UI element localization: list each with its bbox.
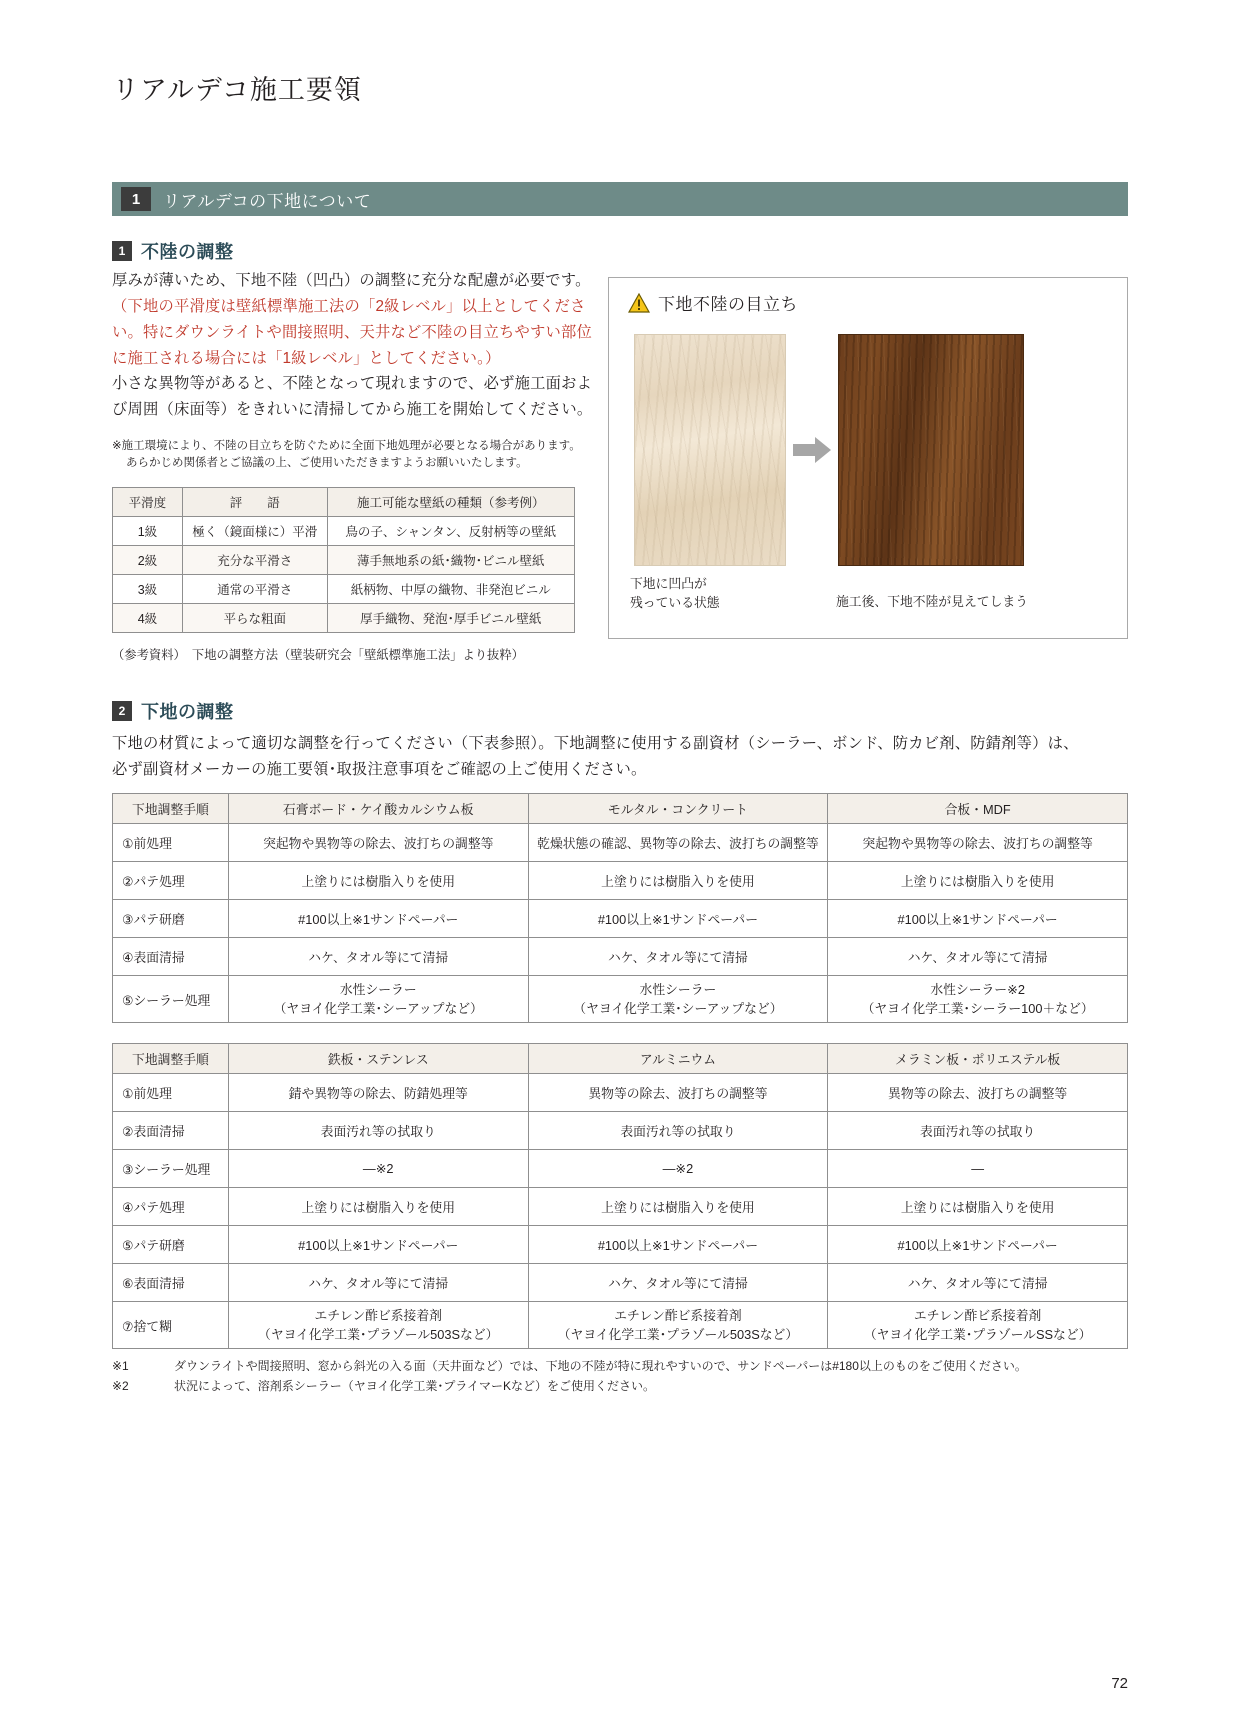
cell-value: 表面汚れ等の拭取り <box>528 1112 828 1150</box>
th-applicable: 施工可能な壁紙の種類（参考例） <box>327 488 574 517</box>
warning-icon <box>628 293 650 313</box>
th-mortar: モルタル・コンクリート <box>528 794 828 824</box>
table-row <box>113 1188 1128 1226</box>
table-row <box>113 862 1128 900</box>
th-step: 下地調整手順 <box>113 794 229 824</box>
photo-after-installation <box>838 334 1024 566</box>
cell-value: 表面汚れ等の拭取り <box>228 1112 528 1150</box>
cell-value: —※2 <box>228 1150 528 1188</box>
cell-value: —※2 <box>528 1150 828 1188</box>
cell-value: ハケ、タオル等にて清掃 <box>228 1264 528 1302</box>
cell-value: 上塗りには樹脂入りを使用 <box>528 862 828 900</box>
table-row <box>113 517 575 546</box>
cell-value: 乾燥状態の確認、異物等の除去、波打ちの調整等 <box>528 824 828 862</box>
footnote-2 <box>112 1376 1027 1396</box>
paragraph-1: 厚みが薄いため、下地不陸（凹凸）の調整に充分な配慮が必要です。 <box>112 272 591 289</box>
cell-value: 水性シーラー （ヤヨイ化学工業･シーアップなど） <box>228 976 528 1023</box>
cell-value: #100以上※1サンドペーパー <box>528 1226 828 1264</box>
cell-value: 上塗りには樹脂入りを使用 <box>828 1188 1128 1226</box>
cell-value: #100以上※1サンドペーパー <box>828 900 1128 938</box>
cell-value: 異物等の除去、波打ちの調整等 <box>528 1074 828 1112</box>
table-row <box>113 1150 1128 1188</box>
table-row <box>113 604 575 633</box>
cell-value: 突起物や異物等の除去、波打ちの調整等 <box>228 824 528 862</box>
paragraph-4: 必ず副資材メーカーの施工要領･取扱注意事項をご確認の上ご使用ください。 <box>112 761 647 778</box>
table-row <box>113 1226 1128 1264</box>
table-row <box>113 1302 1128 1349</box>
panel-title <box>628 290 798 315</box>
cell-step: ④表面清掃 <box>113 938 229 976</box>
cell-value: ハケ、タオル等にて清掃 <box>528 938 828 976</box>
footnote-text-2: 状況によって、溶剤系シーラー（ヤヨイ化学工業･プライマーKなど）をご使用ください。 <box>174 1379 656 1393</box>
table-row <box>113 575 575 604</box>
cell-eval: 極く（鏡面様に）平滑 <box>182 517 327 546</box>
cell-value: ハケ、タオル等にて清掃 <box>228 938 528 976</box>
cell-eval: 通常の平滑さ <box>182 575 327 604</box>
cell-applicable: 紙柄物、中厚の織物、非発泡ビニル <box>327 575 574 604</box>
table-row <box>113 824 1128 862</box>
th-grade: 平滑度 <box>113 488 183 517</box>
panel-title-text: 下地不陸の目立ち <box>658 295 798 314</box>
cell-value: #100以上※1サンドペーパー <box>228 1226 528 1264</box>
cell-step: ②パテ処理 <box>113 862 229 900</box>
section-title: リアルデコの下地について <box>163 191 372 211</box>
note-line-1: ※施工環境により、不陸の目立ちを防ぐために全面下地処理が必要となる場合があります。 <box>112 440 581 452</box>
cell-value: エチレン酢ビ系接着剤 （ヤヨイ化学工業･プラゾール503Sなど） <box>228 1302 528 1349</box>
subsection-number-badge-2: 2 <box>112 701 132 721</box>
cell-value: 突起物や異物等の除去、波打ちの調整等 <box>828 824 1128 862</box>
smoothness-table <box>112 487 575 633</box>
cell-step: ⑤シーラー処理 <box>113 976 229 1023</box>
cell-step: ③パテ研磨 <box>113 900 229 938</box>
cell-value: 上塗りには樹脂入りを使用 <box>528 1188 828 1226</box>
footnote-mark-2: ※2 <box>112 1379 129 1393</box>
cell-step: ②表面清掃 <box>113 1112 229 1150</box>
th-steel: 鉄板・ステンレス <box>228 1044 528 1074</box>
cell-step: ⑥表面清掃 <box>113 1264 229 1302</box>
cell-value: #100以上※1サンドペーパー <box>228 900 528 938</box>
table-row <box>113 938 1128 976</box>
cell-value: エチレン酢ビ系接着剤 （ヤヨイ化学工業･プラゾールSSなど） <box>828 1302 1128 1349</box>
caption-left <box>630 574 720 612</box>
cell-value: ハケ、タオル等にて清掃 <box>828 1264 1128 1302</box>
table-row <box>113 1074 1128 1112</box>
cell-grade: 1級 <box>113 517 183 546</box>
subsection-title-2: 下地の調整 <box>141 702 234 722</box>
arrow-icon <box>793 437 831 463</box>
note-line-2: あらかじめ関係者とご協議の上、ご使用いただきますようお願いいたします。 <box>126 457 528 469</box>
cell-value: ハケ、タオル等にて清掃 <box>828 938 1128 976</box>
subsection-header-2 <box>112 698 234 724</box>
section-header-1 <box>112 182 1128 216</box>
cell-value: #100以上※1サンドペーパー <box>528 900 828 938</box>
table-row <box>113 900 1128 938</box>
caption-left-line2: 残っている状態 <box>630 595 720 610</box>
paragraph-3: 下地の材質によって適切な調整を行ってください（下表参照）。下地調整に使用する副資材（シーラー、ボンド、防カビ剤、防錆剤等）は、 <box>112 735 1079 752</box>
cell-value: ハケ、タオル等にて清掃 <box>528 1264 828 1302</box>
cell-value: — <box>828 1150 1128 1188</box>
cell-value: 表面汚れ等の拭取り <box>828 1112 1128 1150</box>
cell-value: 上塗りには樹脂入りを使用 <box>228 862 528 900</box>
th-gypsum: 石膏ボード・ケイ酸カルシウム板 <box>228 794 528 824</box>
table-row <box>113 1112 1128 1150</box>
cell-grade: 3級 <box>113 575 183 604</box>
cell-step: ⑦捨て糊 <box>113 1302 229 1349</box>
section-number-badge: 1 <box>121 187 151 211</box>
substrate-table-a <box>112 793 1128 1023</box>
cell-value: 上塗りには樹脂入りを使用 <box>828 862 1128 900</box>
footnote-mark-1: ※1 <box>112 1359 129 1373</box>
table-header-row <box>113 794 1128 824</box>
cell-applicable: 薄手無地系の紙･織物･ビニル壁紙 <box>327 546 574 575</box>
subsection-title: 不陸の調整 <box>141 242 234 262</box>
th-evaluation: 評 語 <box>182 488 327 517</box>
cell-value: 上塗りには樹脂入りを使用 <box>228 1188 528 1226</box>
cell-step: ③シーラー処理 <box>113 1150 229 1188</box>
cell-value: 水性シーラー （ヤヨイ化学工業･シーアップなど） <box>528 976 828 1023</box>
table-row <box>113 976 1128 1023</box>
th-aluminium: アルミニウム <box>528 1044 828 1074</box>
cell-value: 錆や異物等の除去、防錆処理等 <box>228 1074 528 1112</box>
paragraph-2: 小さな異物等があると、不陸となって現れますので、必ず施工面および周囲（床面等）をきれいに清掃してから施工を開始してください。 <box>112 375 593 418</box>
th-step: 下地調整手順 <box>113 1044 229 1074</box>
cell-applicable: 厚手織物、発泡･厚手ビニル壁紙 <box>327 604 574 633</box>
footnote-text-1: ダウンライトや間接照明、窓から斜光の入る面（天井面など）では、下地の不陸が特に現れやすいので、サンドペーパーは#180以上のものをご使用ください。 <box>174 1359 1027 1373</box>
cell-step: ①前処理 <box>113 824 229 862</box>
page-title: リアルデコ施工要領 <box>112 75 362 106</box>
cell-value: #100以上※1サンドペーパー <box>828 1226 1128 1264</box>
cell-step: ①前処理 <box>113 1074 229 1112</box>
cell-grade: 4級 <box>113 604 183 633</box>
subsection-number-badge: 1 <box>112 241 132 261</box>
page-number: 72 <box>1111 1675 1128 1692</box>
cell-value: 水性シーラー※2 （ヤヨイ化学工業･シーラー100＋など） <box>828 976 1128 1023</box>
table-header-row <box>113 1044 1128 1074</box>
table-header-row <box>113 488 575 517</box>
cell-applicable: 鳥の子、シャンタン、反射柄等の壁紙 <box>327 517 574 546</box>
subsection-header-1 <box>112 238 234 264</box>
reference-note: （参考資料） 下地の調整方法（壁装研究会「壁紙標準施工法」より抜粋） <box>112 648 524 662</box>
table-row <box>113 546 575 575</box>
photo-substrate-uneven <box>634 334 786 566</box>
table-row <box>113 1264 1128 1302</box>
cell-value: エチレン酢ビ系接着剤 （ヤヨイ化学工業･プラゾール503Sなど） <box>528 1302 828 1349</box>
th-melamine: メラミン板・ポリエステル板 <box>828 1044 1128 1074</box>
cell-value: 異物等の除去、波打ちの調整等 <box>828 1074 1128 1112</box>
footnote-1 <box>112 1356 1027 1376</box>
cell-grade: 2級 <box>113 546 183 575</box>
cell-eval: 充分な平滑さ <box>182 546 327 575</box>
paragraph-red: （下地の平滑度は壁紙標準施工法の「2級レベル」以上としてください。特にダウンライトや間接照明、天井など不陸の目立ちやすい部位に施工される場合には「1級レベル」としてください。） <box>112 298 592 367</box>
cell-eval: 平らな粗面 <box>182 604 327 633</box>
caption-left-line1: 下地に凹凸が <box>630 576 707 591</box>
cell-step: ④パテ処理 <box>113 1188 229 1226</box>
th-plywood: 合板・MDF <box>828 794 1128 824</box>
substrate-table-b <box>112 1043 1128 1349</box>
cell-step: ⑤パテ研磨 <box>113 1226 229 1264</box>
footnotes <box>112 1356 1027 1396</box>
caption-right: 施工後、下地不陸が見えてしまう <box>836 594 1028 609</box>
